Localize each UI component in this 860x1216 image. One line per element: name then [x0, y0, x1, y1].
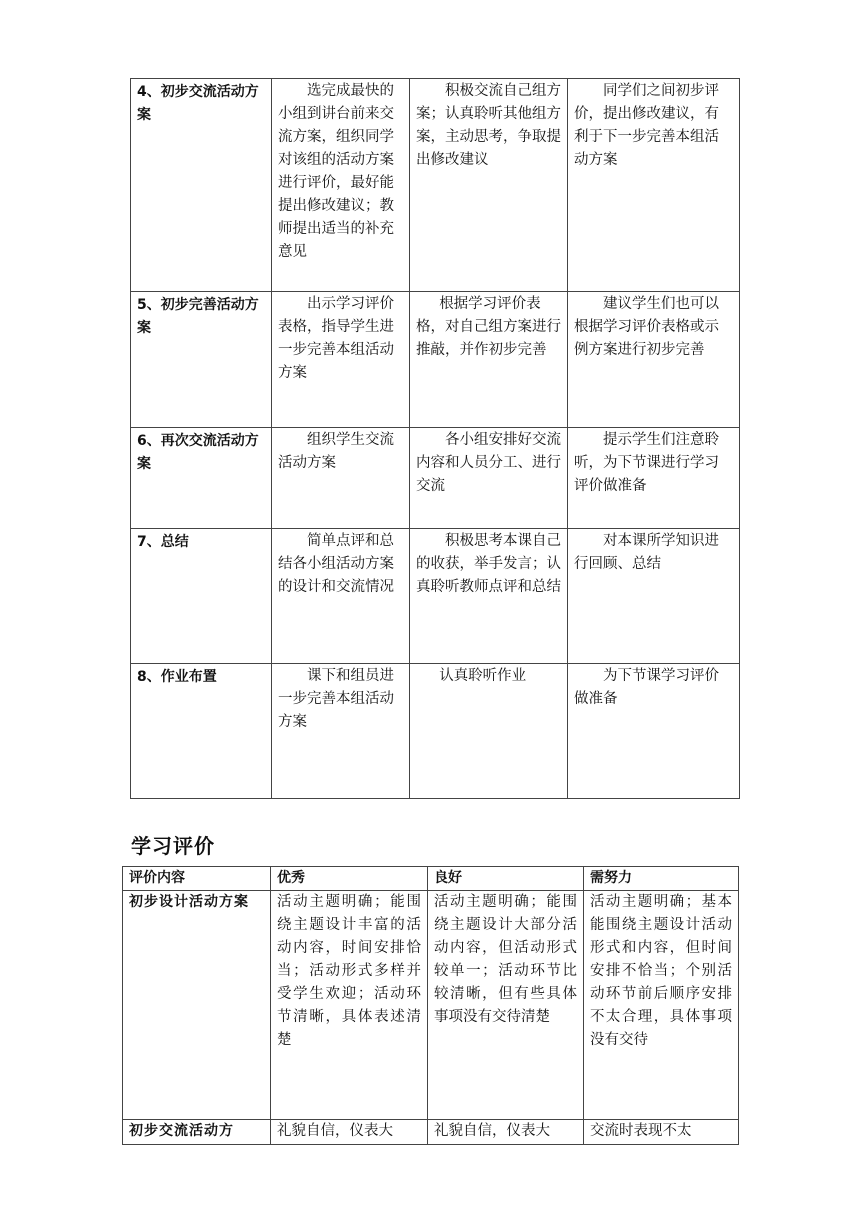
- step-cell: 4、初步交流活动方案: [131, 79, 272, 292]
- table-row: [123, 891, 739, 1120]
- section-heading: 学习评价: [131, 834, 215, 858]
- lesson-process-table: [130, 78, 740, 799]
- excellent-cell: 礼貌自信，仪表大: [271, 1120, 428, 1145]
- design-intent-cell: 对本课所学知识进行回顾、总结: [568, 529, 740, 664]
- teacher-activity-cell: 简单点评和总结各小组活动方案的设计和交流情况: [272, 529, 410, 664]
- step-cell: 5、初步完善活动方案: [131, 292, 272, 428]
- needs-improvement-cell: 活动主题明确；基本能围绕主题设计活动形式和内容，但时间安排不恰当；个别活动环节前后顺序安排不太合理，具体事项没有交待: [584, 891, 739, 1120]
- design-intent-cell: 建议学生们也可以根据学习评价表格或示例方案进行初步完善: [568, 292, 740, 428]
- student-activity-cell: 积极交流自己组方案；认真聆听其他组方案，主动思考，争取提出修改建议: [410, 79, 568, 292]
- teacher-activity-cell: 出示学习评价表格，指导学生进一步完善本组活动方案: [272, 292, 410, 428]
- needs-improvement-cell: 交流时表现不太: [584, 1120, 739, 1145]
- column-header: 需努力: [584, 867, 739, 891]
- table-row: [131, 428, 740, 529]
- student-activity-cell: 积极思考本课自己的收获，举手发言；认真聆听教师点评和总结: [410, 529, 568, 664]
- table-row: [123, 1120, 739, 1145]
- evaluation-item-cell: 初步设计活动方案: [123, 891, 271, 1120]
- table-row: [131, 292, 740, 428]
- step-cell: 6、再次交流活动方案: [131, 428, 272, 529]
- good-cell: 礼貌自信，仪表大: [428, 1120, 584, 1145]
- teacher-activity-cell: 课下和组员进一步完善本组活动方案: [272, 664, 410, 799]
- design-intent-cell: 提示学生们注意聆听，为下节课进行学习评价做准备: [568, 428, 740, 529]
- student-activity-cell: 根据学习评价表格，对自己组方案进行推敲，并作初步完善: [410, 292, 568, 428]
- table-row: [131, 529, 740, 664]
- student-activity-cell: 认真聆听作业: [410, 664, 568, 799]
- good-cell: 活动主题明确；能围绕主题设计大部分活动内容，但活动形式较单一；活动环节比较清晰，但有些具体事项没有交待清楚: [428, 891, 584, 1120]
- evaluation-table: [122, 866, 739, 1145]
- column-header: 优秀: [271, 867, 428, 891]
- column-header: 良好: [428, 867, 584, 891]
- excellent-cell: 活动主题明确；能围绕主题设计丰富的活动内容，时间安排恰当；活动形式多样并受学生欢迎；活动环节清晰，具体表述清楚: [271, 891, 428, 1120]
- evaluation-item-cell: 初步交流活动方: [123, 1120, 271, 1145]
- step-cell: 8、作业布置: [131, 664, 272, 799]
- table-row: [131, 664, 740, 799]
- step-cell: 7、总结: [131, 529, 272, 664]
- column-header: 评价内容: [123, 867, 271, 891]
- table-row: [131, 79, 740, 292]
- student-activity-cell: 各小组安排好交流内容和人员分工、进行交流: [410, 428, 568, 529]
- teacher-activity-cell: 组织学生交流活动方案: [272, 428, 410, 529]
- design-intent-cell: 同学们之间初步评价，提出修改建议，有利于下一步完善本组活动方案: [568, 79, 740, 292]
- table-header-row: [123, 867, 739, 891]
- teacher-activity-cell: 选完成最快的小组到讲台前来交流方案，组织同学对该组的活动方案进行评价，最好能提出修改建议；教师提出适当的补充意见: [272, 79, 410, 292]
- design-intent-cell: 为下节课学习评价做准备: [568, 664, 740, 799]
